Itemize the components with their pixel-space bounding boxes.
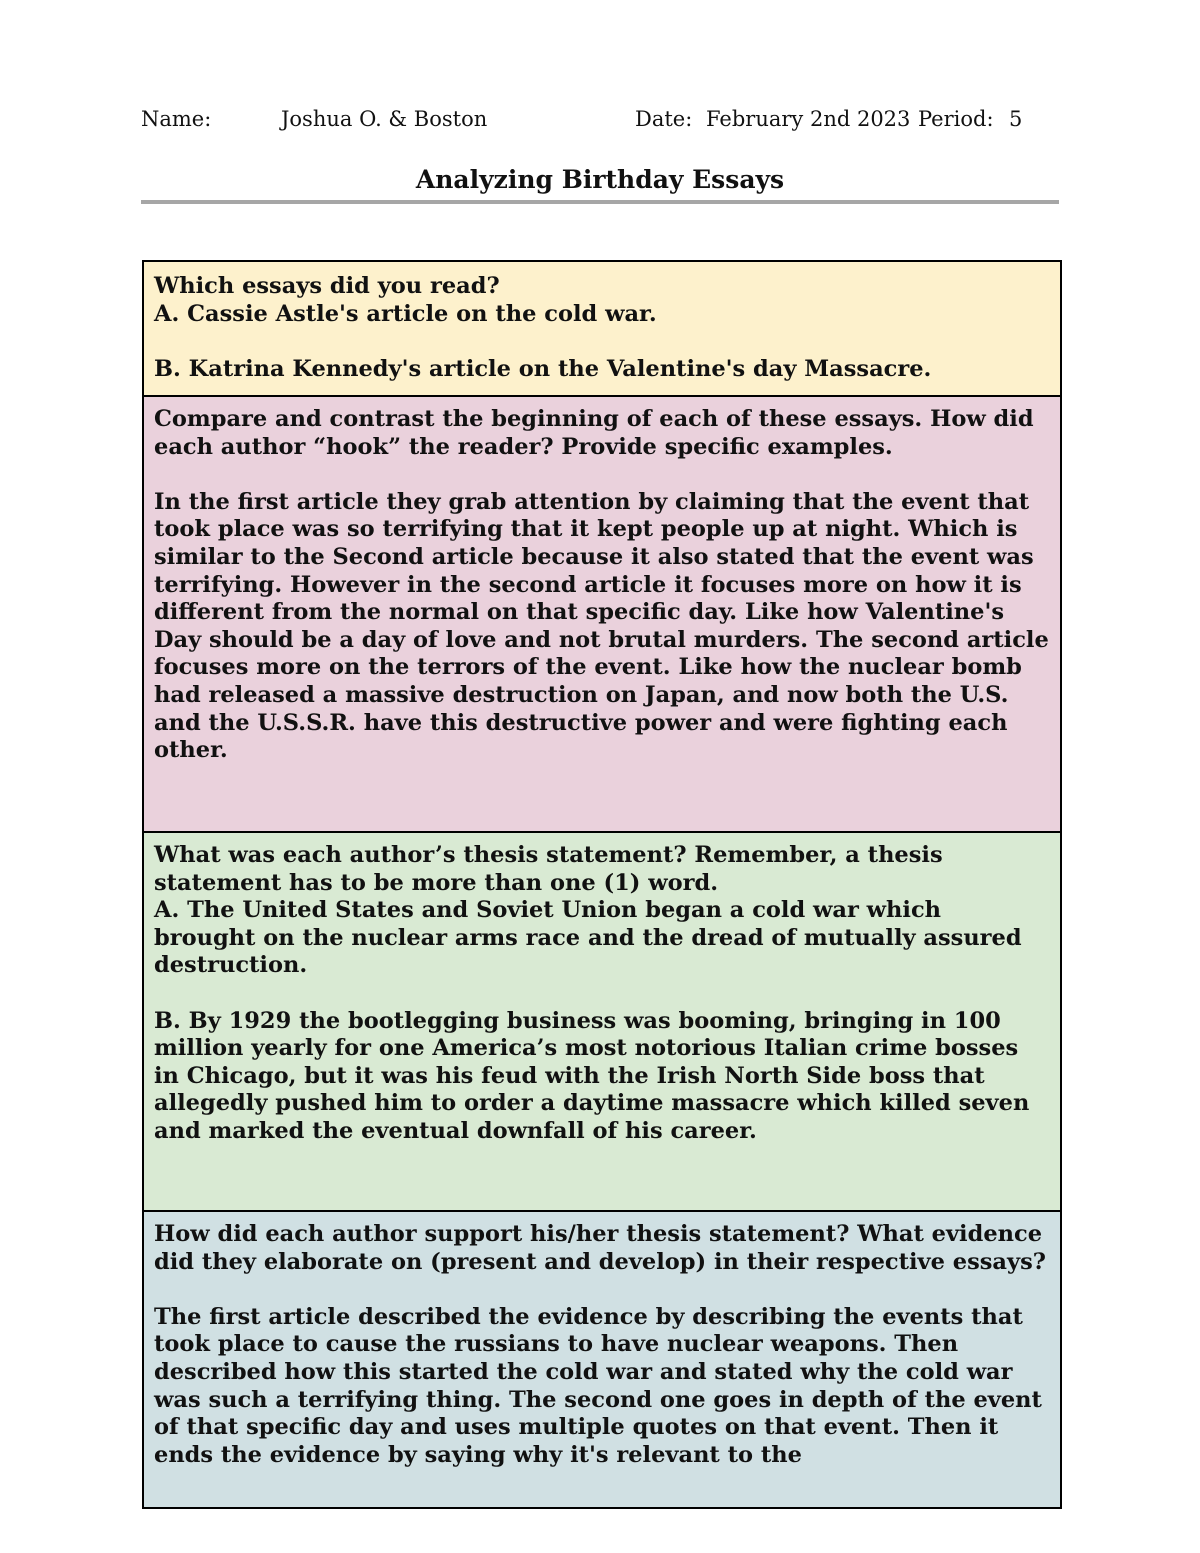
title-divider — [141, 200, 1059, 204]
section-question: How did each author support his/her thesis statement? What evidence did they elaborate on (present and develop) in their respective essays? — [154, 1221, 1046, 1275]
section-question: What was each author’s thesis statement? Remember, a thesis statement has to be more than one (1) word. — [154, 842, 943, 896]
paragraph-spacer — [154, 461, 1050, 489]
period-value: 5 — [1009, 107, 1023, 131]
worksheet-table — [142, 260, 1062, 1509]
name-value: Joshua O. & Boston — [281, 107, 488, 131]
section-answer: B. By 1929 the bootlegging business was booming, bringing in 100 million yearly for one America’s most notorious Italian crime bosses in Chicago, but it was his feud with the Irish North Side boss that allegedly pushed him to order a daytime massacre which killed seven and marked the eventual downfall of his career. — [154, 1007, 1030, 1144]
section-compare-hooks — [144, 395, 1060, 831]
section-answer: A. Cassie Astle's article on the cold war. — [154, 300, 657, 327]
page-title: Analyzing Birthday Essays — [415, 165, 785, 194]
paragraph-spacer — [154, 1276, 1050, 1304]
section-answer: B. Katrina Kennedy's article on the Valentine's day Massacre. — [154, 355, 932, 382]
section-question: Compare and contrast the beginning of each of these essays. How did each author “hook” the reader? Provide specific examples. — [154, 406, 1034, 460]
section-question: Which essays did you read? — [154, 273, 500, 299]
header-row — [141, 104, 1061, 134]
section-thesis-statements — [144, 831, 1060, 1210]
period-label: Period: — [918, 107, 994, 131]
date-label: Date: — [635, 107, 693, 131]
date-value: February 2nd 2023 — [706, 107, 911, 131]
section-thesis-support — [144, 1210, 1060, 1507]
paragraph-spacer — [154, 328, 1050, 356]
paragraph-spacer — [154, 980, 1050, 1008]
section-answer: A. The United States and Soviet Union began a cold war which brought on the nuclear arms race and the dread of mutually assured destruction. — [154, 897, 1022, 979]
name-label: Name: — [141, 107, 212, 131]
section-essays-read — [144, 262, 1060, 395]
section-answer: In the first article they grab attention by claiming that the event that took place was so terrifying that it kept people up at night. Which is similar to the Second article because it also stated that the event was terrifying. However in the second article it focuses more on how it is different from the normal on that specific day. Like how Valentine's Day should be a day of love and not brutal murders. The second article focuses more on the terrors of the event. Like how the nuclear bomb had released a massive destruction on Japan, and now both the U.S. and the U.S.S.R. have this destructive power and were fighting each other. — [154, 488, 1049, 764]
section-answer: The first article described the evidence by describing the events that took place to cause the russians to have nuclear weapons. Then described how this started the cold war and stated why the cold war was such a terrifying thing. The second one goes in depth of the event of that specific day and uses multiple quotes on that event. Then it ends the evidence by saying why it's relevant to the — [154, 1303, 1042, 1468]
